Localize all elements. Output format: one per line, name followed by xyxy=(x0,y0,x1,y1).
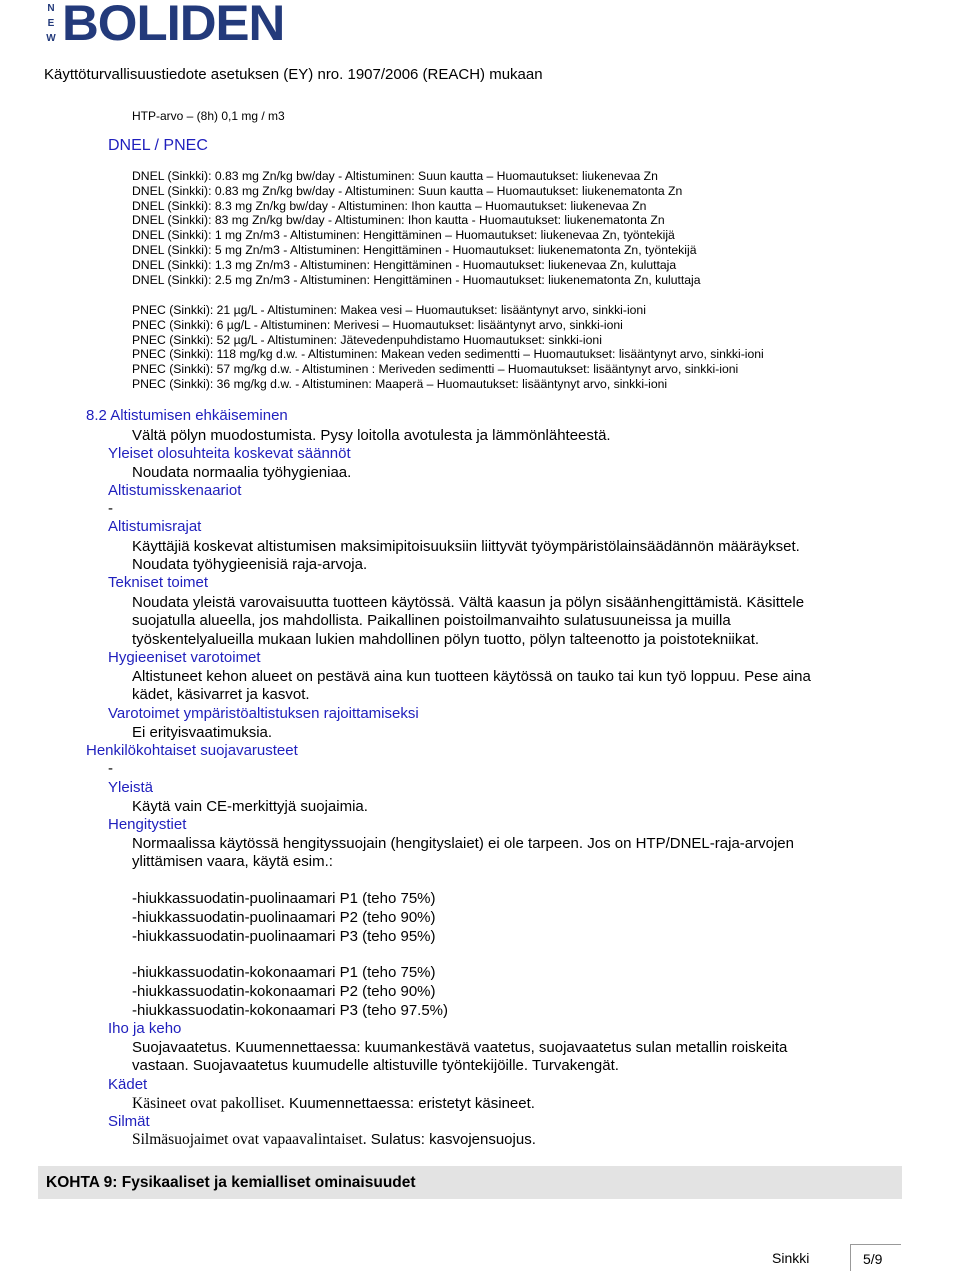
dnel-line: DNEL (Sinkki): 1.3 mg Zn/m3 - Altistuminen: Hengittäminen - Huomautukset: liukenevaa Zn, kuluttaja xyxy=(132,257,677,272)
hands-text-sans: Kuumennettaessa: eristetyt käsineet. xyxy=(284,1095,535,1112)
limits-text: Noudata työhygieenisiä raja-arvoja. xyxy=(132,556,368,573)
technical-heading: Tekniset toimet xyxy=(108,574,209,591)
logo-letter: W xyxy=(46,33,56,44)
footer-product-name: Sinkki xyxy=(772,1250,810,1266)
skin-text: vastaan. Suojavaatetus kuumudelle altistuville työntekijöille. Turvakengät. xyxy=(132,1057,619,1074)
pnec-line: PNEC (Sinkki): 6 µg/L - Altistuminen: Merivesi – Huomautukset: lisääntynyt arvo, sinkki-ioni xyxy=(132,317,623,332)
mask-item: -hiukkassuodatin-kokonaamari P2 (teho 90%) xyxy=(132,983,436,1000)
company-logo xyxy=(42,0,306,51)
logo-letter: E xyxy=(47,18,55,29)
general-rules-text: Noudata normaalia työhygieniaa. xyxy=(132,464,352,481)
dnel-line: DNEL (Sinkki): 0.83 mg Zn/kg bw/day - Altistuminen: Suun kautta – Huomautukset: liukenematonta Zn xyxy=(132,183,683,198)
hygiene-heading: Hygieeniset varotoimet xyxy=(108,649,261,666)
dnel-line: DNEL (Sinkki): 8.3 mg Zn/kg bw/day - Altistuminen: Ihon kautta – Huomautukset: liukenevaa Zn xyxy=(132,198,647,213)
general-ppe-heading: Yleistä xyxy=(108,779,154,796)
intro-text: Vältä pölyn muodostumista. Pysy loitolla avotulesta ja lämmönlähteestä. xyxy=(132,427,611,444)
page-number: 5/9 xyxy=(863,1251,883,1267)
technical-text: työskentelyalueilla mukaan lukien mahdollinen pölyn tuotto, pölyn talteenotto ja poistotekniikat. xyxy=(132,631,760,648)
dnel-list xyxy=(132,169,701,287)
skin-text: Suojavaatetus. Kuumennettaessa: kuumankestävä vaatetus, suojavaatetus sulan metallin roiskeita xyxy=(132,1039,788,1056)
section-8-2-title: 8.2 Altistumisen ehkäiseminen xyxy=(86,407,288,424)
mask-item: -hiukkassuodatin-puolinaamari P3 (teho 95%) xyxy=(132,928,436,945)
skin-heading: Iho ja keho xyxy=(108,1020,182,1037)
htp-value: HTP-arvo – (8h) 0,1 mg / m3 xyxy=(132,109,285,123)
pnec-line: PNEC (Sinkki): 118 mg/kg d.w. - Altistuminen: Makean veden sedimentti – Huomautukset: lisääntynyt arvo, sinkki-ioni xyxy=(132,347,764,362)
document-subtitle: Käyttöturvallisuustiedote asetuksen (EY) nro. 1907/2006 (REACH) mukaan xyxy=(44,66,543,83)
limits-heading: Altistumisrajat xyxy=(108,518,202,535)
pnec-line: PNEC (Sinkki): 52 µg/L - Altistuminen: Jätevedenpuhdistamo Huomautukset: sinkki-ioni xyxy=(132,332,602,347)
eyes-text-sans: Sulatus: kasvojensuojus. xyxy=(366,1131,536,1148)
technical-text: suojatulla alueella, jos mahdollista. Paikallinen poistoilmanvaihto sulatusuuneissa ja muilla xyxy=(132,612,731,629)
eyes-heading: Silmät xyxy=(108,1113,150,1130)
respiratory-text: Normaalissa käytössä hengityssuojain (hengityslaiet) ei ole tarpeen. Jos on HTP/DNEL-raja-arvojen xyxy=(132,835,794,852)
pnec-line: PNEC (Sinkki): 57 mg/kg d.w. - Altistuminen : Meriveden sedimentti – Huomautukset: lisääntynyt arvo, sinkki-ioni xyxy=(132,362,739,377)
general-rules-heading: Yleiset olosuhteita koskevat säännöt xyxy=(108,445,351,462)
section-9-title: KOHTA 9: Fysikaaliset ja kemialliset ominaisuudet xyxy=(46,1174,416,1191)
logo-new-letters xyxy=(42,4,60,44)
technical-text: Noudata yleistä varovaisuutta tuotteen käytössä. Vältä kaasun ja pölyn sisäänhengittämistä. Käsittele xyxy=(132,594,805,611)
hygiene-text: Altistuneet kehon alueet on pestävä aina kun tuotteen käytössä on tauko tai kun työ loppuu. Pese aina xyxy=(132,668,811,685)
logo-letter: N xyxy=(47,3,55,14)
dnel-line: DNEL (Sinkki): 1 mg Zn/m3 - Altistuminen: Hengittäminen – Huomautukset: liukenevaa Zn, työntekijä xyxy=(132,228,675,243)
pnec-list xyxy=(132,303,764,392)
pnec-line: PNEC (Sinkki): 36 mg/kg d.w. - Altistuminen: Maaperä – Huomautukset: lisääntynyt arvo, sinkki-ioni xyxy=(132,376,668,391)
scenarios-text: - xyxy=(108,500,113,517)
dnel-line: DNEL (Sinkki): 2.5 mg Zn/m3 - Altistuminen: Hengittäminen - Huomautukset: liukenematonta Zn, kuluttaja xyxy=(132,272,701,287)
general-ppe-text: Käytä vain CE-merkittyjä suojaimia. xyxy=(132,798,368,815)
eyes-text-serif: Silmäsuojaimet ovat vapaavalintaiset. xyxy=(132,1131,367,1148)
dnel-line: DNEL (Sinkki): 83 mg Zn/kg bw/day - Altistuminen: Ihon kautta - Huomautukset: liukenematonta Zn xyxy=(132,213,665,228)
dnel-line: DNEL (Sinkki): 0.83 mg Zn/kg bw/day - Altistuminen: Suun kautta – Huomautukset: liukenevaa Zn xyxy=(132,169,658,183)
hands-heading: Kädet xyxy=(108,1076,148,1093)
ppe-heading: Henkilökohtaiset suojavarusteet xyxy=(86,742,298,759)
hygiene-text: kädet, käsivarret ja kasvot. xyxy=(132,686,310,703)
hands-text xyxy=(132,1095,535,1113)
dnel-line: DNEL (Sinkki): 5 mg Zn/m3 - Altistuminen: Hengittäminen - Huomautukset: liukenematonta Zn, työntekijä xyxy=(132,242,697,257)
ppe-text: - xyxy=(108,760,113,777)
hands-text-serif: Käsineet ovat pakolliset. xyxy=(132,1095,285,1112)
section-9-bar xyxy=(38,1166,902,1199)
mask-item: -hiukkassuodatin-kokonaamari P3 (teho 97.5%) xyxy=(132,1002,449,1019)
scenarios-heading: Altistumisskenaariot xyxy=(108,482,242,499)
environment-text: Ei erityisvaatimuksia. xyxy=(132,724,273,741)
dnel-pnec-title: DNEL / PNEC xyxy=(108,137,208,154)
mask-item: -hiukkassuodatin-kokonaamari P1 (teho 75%) xyxy=(132,964,436,981)
logo-wordmark: BOLIDEN xyxy=(62,0,285,51)
environment-heading: Varotoimet ympäristöaltistuksen rajoittamiseksi xyxy=(108,705,419,722)
respiratory-text: ylittämisen vaara, käytä esim.: xyxy=(132,853,333,870)
limits-text: Käyttäjiä koskevat altistumisen maksimipitoisuuksiin liittyvät työympäristölainsäädännön määräykset. xyxy=(132,538,800,555)
pnec-line: PNEC (Sinkki): 21 µg/L - Altistuminen: Makea vesi – Huomautukset: lisääntynyt arvo, sinkki-ioni xyxy=(132,303,646,317)
eyes-text xyxy=(132,1131,536,1149)
respiratory-heading: Hengitystiet xyxy=(108,816,187,833)
mask-item: -hiukkassuodatin-puolinaamari P1 (teho 75%) xyxy=(132,890,436,907)
page-number-box xyxy=(850,1244,901,1271)
mask-item: -hiukkassuodatin-puolinaamari P2 (teho 90%) xyxy=(132,909,436,926)
